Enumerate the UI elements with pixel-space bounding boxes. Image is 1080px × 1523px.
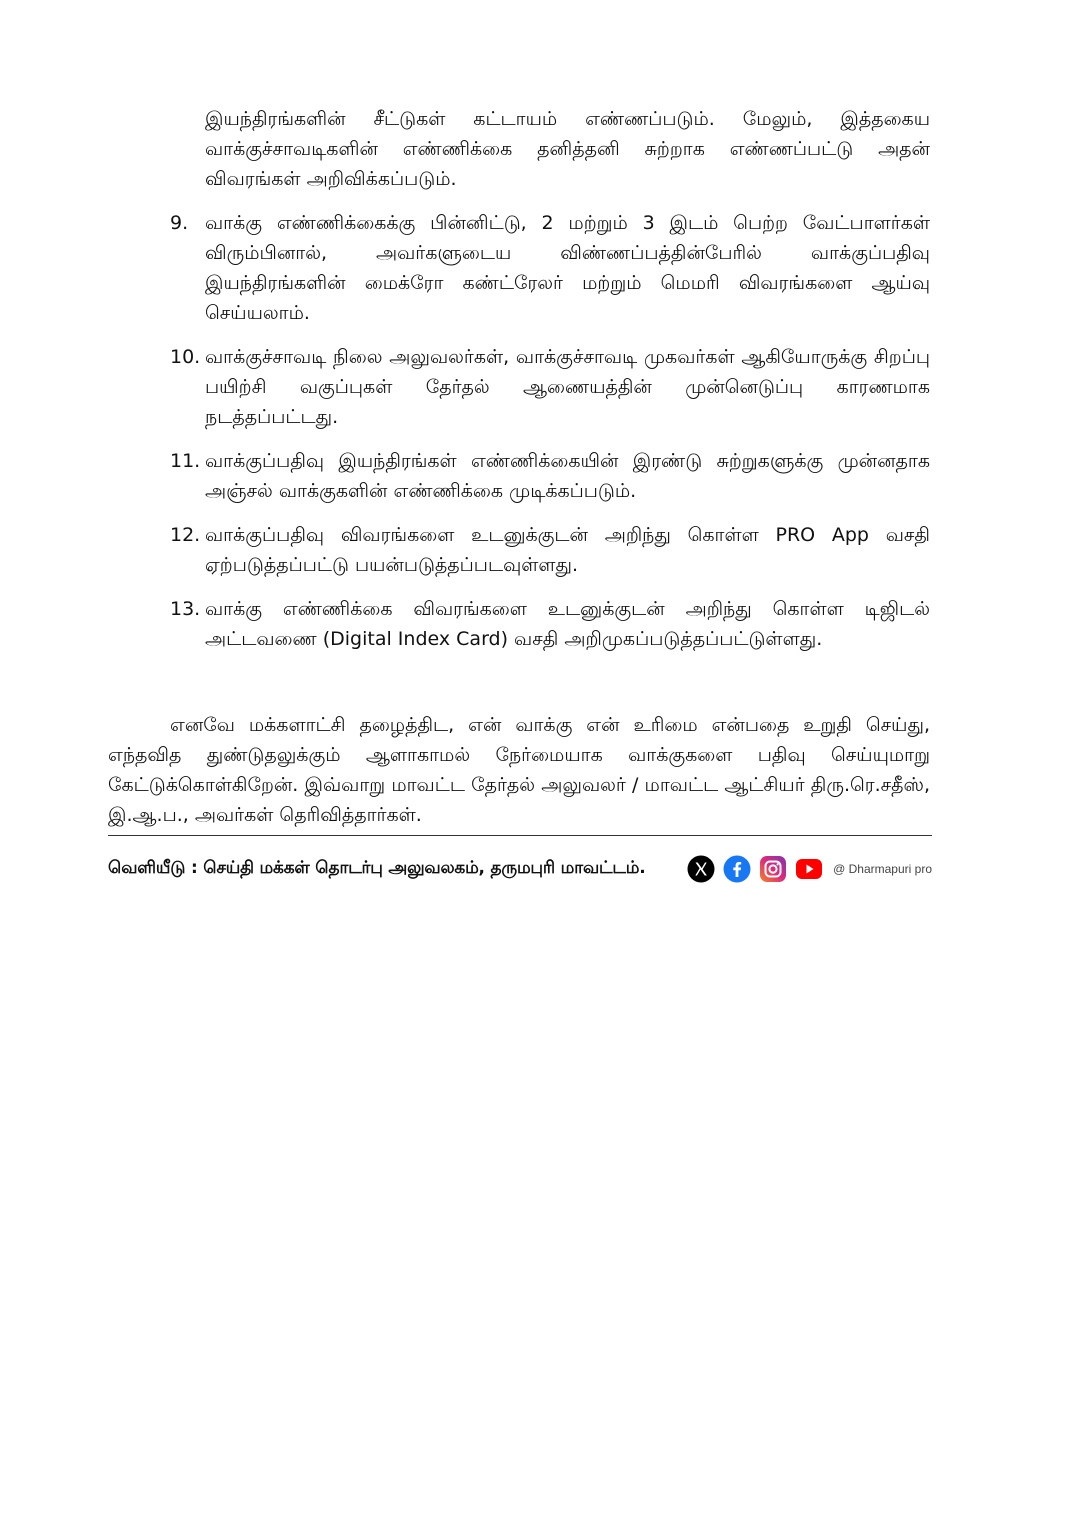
instagram-icon[interactable] [759,855,787,883]
footer-divider [108,835,932,836]
list-item [168,208,930,328]
footer [108,848,932,890]
list-item [168,342,930,432]
social-links [687,855,932,883]
continuation-paragraph: இயந்திரங்களின் சீட்டுகள் கட்டாயம் எண்ணப்படும். மேலும், இத்தகைய வாக்குச்சாவடிகளின் எண்ணிக்கை தனித்தனி சுற்றாக எண்ணப்பட்டு அதன் விவரங்கள் அறிவிக்கப்படும். [205,108,930,190]
item-number: 9. [170,212,189,234]
item-text: வாக்குப்பதிவு இயந்திரங்கள் எண்ணிக்கையின் இரண்டு சுற்றுகளுக்கு முன்னதாக அஞ்சல் வாக்குகளின் எண்ணிக்கை முடிக்கப்படும். [205,450,930,502]
list-item [168,446,930,506]
item-text: வாக்குப்பதிவு விவரங்களை உடனுக்குடன் அறிந்து கொள்ள PRO App வசதி ஏற்படுத்தப்பட்டு பயன்படுத்தப்படவுள்ளது. [205,524,930,576]
item-number: 13. [170,598,201,620]
closing-paragraph: எனவே மக்களாட்சி தழைத்திட, என் வாக்கு என் உரிமை என்பதை உறுதி செய்து, எந்தவித துண்டுதலுக்கும் ஆளாகாமல் நேர்மையாக வாக்குகளை பதிவு செய்யுமாறு கேட்டுக்கொள்கிறேன். இவ்வாறு மாவட்ட தேர்தல் அலுவலர் / மாவட்ட ஆட்சியர் திரு.ரெ.சதீஸ், இ.ஆ.ப., அவர்கள் தெரிவித்தார்கள். [108,714,930,826]
press-release-credit: வெளியீடு : செய்தி மக்கள் தொடர்பு அலுவலகம், தருமபுரி மாவட்டம். [108,858,646,878]
item-text: வாக்குச்சாவடி நிலை அலுவலர்கள், வாக்குச்சாவடி முகவர்கள் ஆகியோருக்கு சிறப்பு பயிற்சி வகுப்புகள் தேர்தல் ஆணையத்தின் முன்னெடுப்பு காரணமாக நடத்தப்பட்டது. [205,346,930,428]
facebook-icon[interactable] [723,855,751,883]
list-item [168,594,930,654]
social-handle[interactable]: @ Dharmapuri pro [833,862,932,876]
item-number: 11. [170,450,201,472]
item-text: வாக்கு எண்ணிக்கைக்கு பின்னிட்டு, 2 மற்றும் 3 இடம் பெற்ற வேட்பாளர்கள் விரும்பினால், அவர்களுடைய விண்ணப்பத்தின்பேரில் வாக்குப்பதிவு இயந்திரங்களின் மைக்ரோ கண்ட்ரேலர் மற்றும் மெமரி விவரங்களை ஆய்வு செய்யலாம். [205,212,930,324]
item-number: 10. [170,346,201,368]
item-text: வாக்கு எண்ணிக்கை விவரங்களை உடனுக்குடன் அறிந்து கொள்ள டிஜிடல் அட்டவணை (Digital Index Card) வசதி அறிமுகப்படுத்தப்பட்டுள்ளது. [205,598,930,650]
youtube-icon[interactable] [795,855,823,883]
item-number: 12. [170,524,201,546]
list-item [168,520,930,580]
numbered-list [168,208,930,668]
x-icon[interactable] [687,855,715,883]
